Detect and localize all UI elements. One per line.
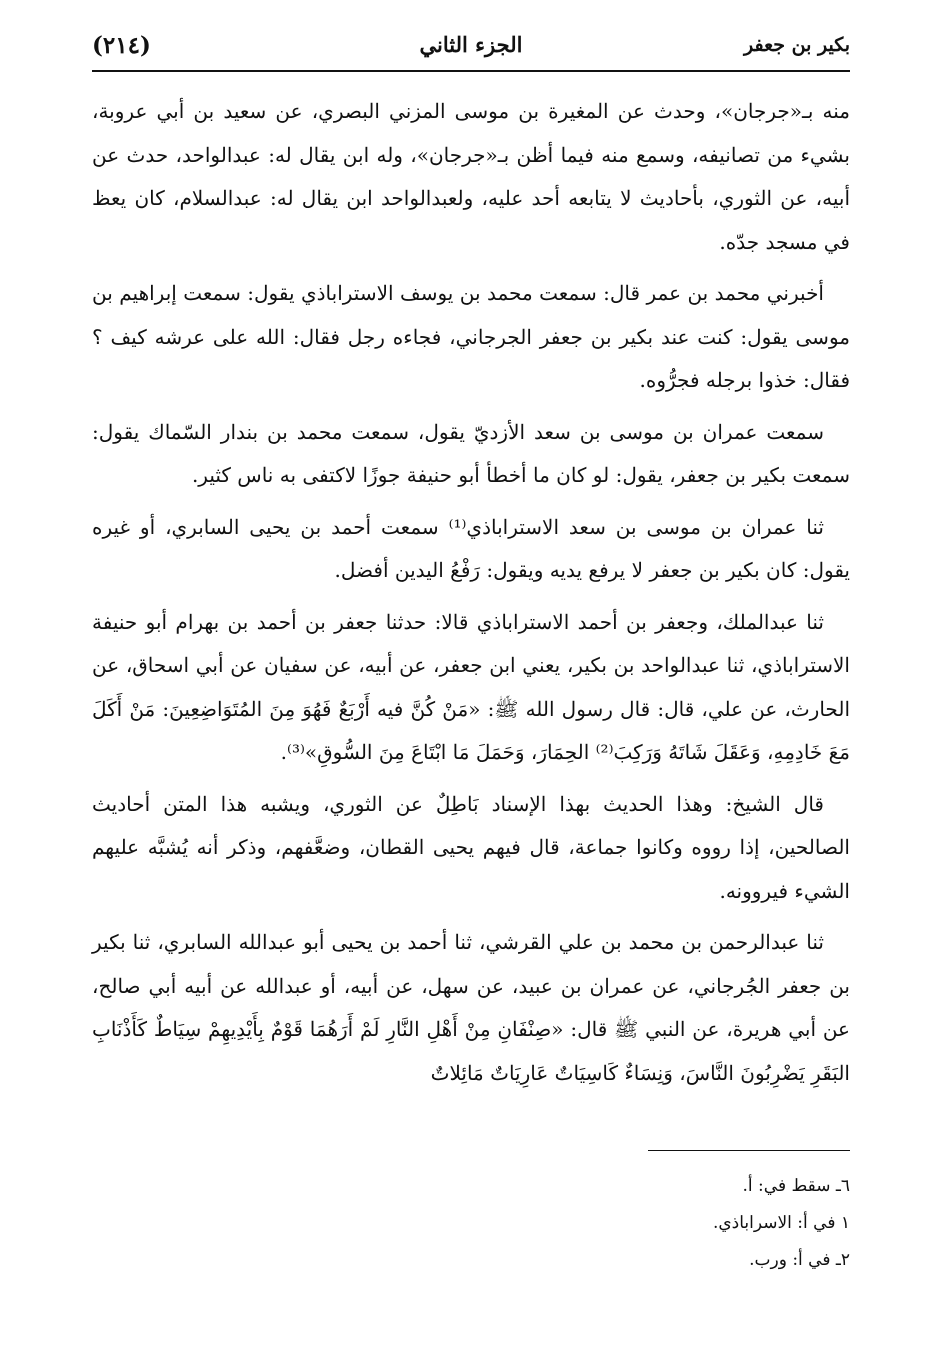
paragraph: ثنا عبدالرحمن بن محمد بن علي القرشي، ثنا أحمد بن يحيى أبو عبدالله السابري، ثنا بكير بن جعفر الجُرجاني، عن عمران بن عبيد، عن سهل، عن أبيه، أو عبدالله عن أبيه أبي صالح، عن أبي هريرة، عن النبي ﷺ قال: «صِنْفَانِ مِنْ أَهْلِ النَّارِ لَمْ أَرَهُمَا قَوْمٌ بِأَيْدِيهِمْ سِيَاطٌ كَأَذْنَابِ البَقَرِ يَضْرِبُونَ النَّاسَ، وَنِسَاءٌ كَاسِيَاتٌ عَارِيَاتٌ مَائِلاتٌ	[92, 930, 850, 1085]
header-divider	[92, 70, 850, 72]
page-header	[92, 28, 850, 68]
paragraph: منه بـ«جرجان»، وحدث عن المغيرة بن موسى المزني البصري، عن سعيد بن أبي عروبة، بشيء من تصانيفه، وسمع منه فيما أظن بـ«جرجان»، وله ابن يقال له: عبدالواحد، حدث عن أبيه، عن الثوري، بأحاديث لا يتابعه أحد عليه، ولعبدالواحد ابن يقال له: عبدالسلام، كان يعظ في مسجد جدّه.	[92, 99, 850, 254]
running-title: بكير بن جعفر	[744, 34, 850, 56]
page-number: (٢١٤)	[92, 32, 151, 59]
paragraph: أخبرني محمد بن عمر قال: سمعت محمد بن يوسف الاستراباذي يقول: سمعت إبراهيم بن موسى يقول: كنت عند بكير بن جعفر الجرجاني، فجاءه رجل فقال: الله على عرشه كيف ؟ فقال: خذوا برجله فجرُّوه.	[92, 281, 850, 392]
paragraph: ثنا عمران بن موسى بن سعد الاستراباذي⁽¹⁾ سمعت أحمد بن يحيى السابري، أو غيره يقول: كان بكير بن جعفر لا يرفع يديه ويقول: رَفْعُ اليدين أفضل.	[92, 514, 850, 582]
paragraph: قال الشيخ: وهذا الحديث بهذا الإسناد بَاطِلٌ عن الثوري، ويشبه هذا المتن أحاديث الصالحين، إذا رووه وكانوا جماعة، قال فيهم يحيى القطان، وضعَّفهم، وذكر أنه يُشبَّه عليهم الشيء فيروونه.	[92, 791, 850, 903]
footnote: ٦ـ سقط في: أ.	[742, 1176, 850, 1196]
paragraph: ثنا عبدالملك، وجعفر بن أحمد الاستراباذي قالا: حدثنا جعفر بن أحمد بن بهرام أبو حنيفة الاستراباذي، ثنا عبدالواحد بن بكير، يعني ابن جعفر، عن أبيه، عن سفيان عن أبي اسحاق، عن الحارث، عن علي، قال: قال رسول الله ﷺ: «مَنْ كُنَّ فيه أَرْبَعٌ فَهُوَ مِنَ المُتَوَاضِعِينَ: مَنْ أَكَلَ مَعَ خَادِمِهِ، وَعَقَلَ شَاتَهُ وَرَكِبَ⁽²⁾ الحِمَارَ، وَحَمَلَ مَا ابْتَاعَ مِنَ السُّوقِ»⁽³⁾.	[92, 609, 850, 764]
volume-title: الجزء الثاني	[419, 32, 523, 57]
footnote-divider	[648, 1150, 850, 1151]
main-text	[92, 90, 850, 1103]
paragraph: سمعت عمران بن موسى بن سعد الأزديّ يقول، سمعت محمد بن بندار السّماك يقول: سمعت بكير بن جعفر، يقول: لو كان ما أخطأ أبو حنيفة جوزًا لاكتفى به ناس كثير.	[92, 419, 850, 487]
footnotes	[92, 1168, 850, 1279]
footnote: ١ في أ: الاسراباذي.	[712, 1213, 850, 1233]
footnote: ٢ـ في أ: ورب.	[749, 1250, 850, 1270]
